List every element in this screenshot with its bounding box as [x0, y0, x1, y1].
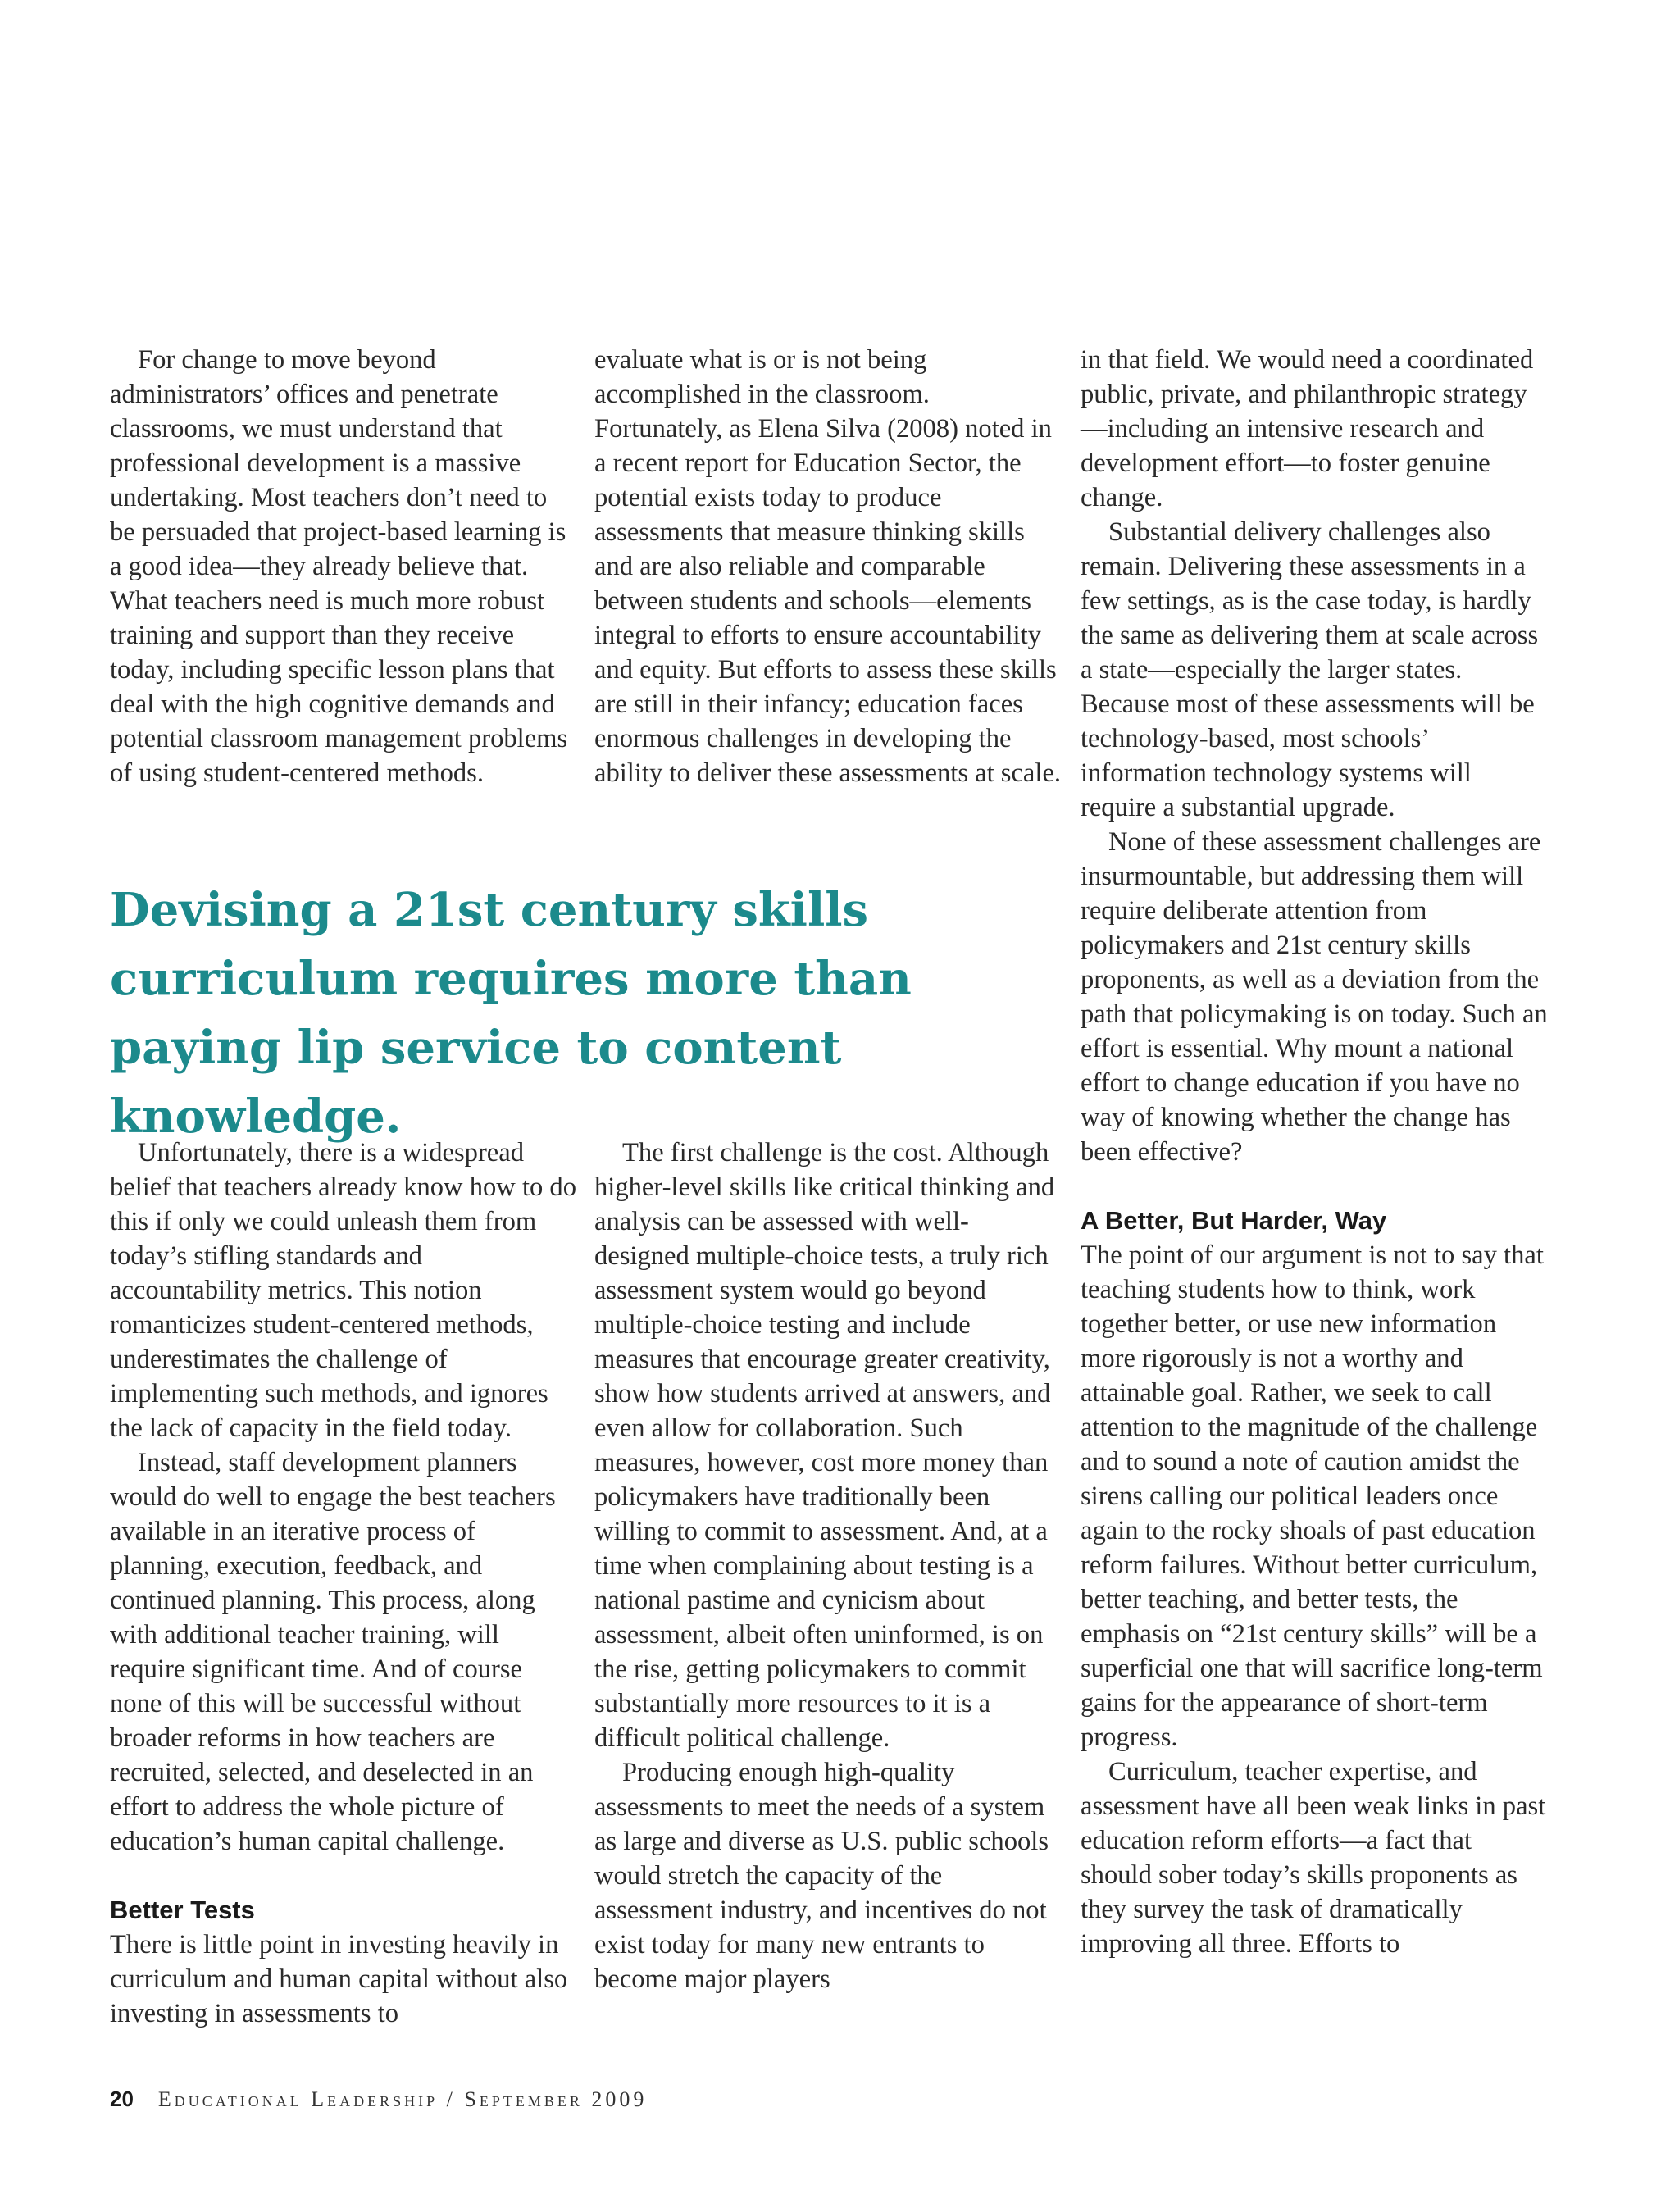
journal-issue: Educational Leadership / September 2009 [157, 2087, 648, 2111]
body-paragraph: There is little point in investing heavily in curriculum and human capital without also investing in assessments to [110, 1930, 568, 2028]
body-paragraph: Producing enough high-quality assessments to meet the needs of a system as large and diverse as U.S. public schools would stretch the capacity of the assessment industry, and incentives do not exist today for many new entrants to become major players [594, 1758, 1049, 1994]
section-heading: A Better, But Harder, Way [1081, 1206, 1387, 1235]
body-paragraph: Unfortunately, there is a widespread belief that teachers already know how to do this if only we could unleash them from today’s stifling standards and accountability metrics. This notion romanticizes student-centered methods, underestimates the challenge of implementing such methods, and ignores the lack of capacity in the field today. [110, 1138, 577, 1443]
body-paragraph: Instead, staff development planners would do well to engage the best teachers available in an iterative process of planning, execution, feedback, and continued planning. This process, along with additional teacher training, will require significant time. And of course none of this will be successful without broader reforms in how teachers are recruited, selected, and deselected in an effort to address the whole picture of education’s human capital challenge. [110, 1448, 556, 1856]
pull-quote: Devising a 21st century skills curriculum requires more than paying lip service to content knowledge. [110, 883, 912, 1144]
body-paragraph: evaluate what is or is not being accomplished in the classroom. Fortunately, as Elena Silva (2008) noted in a recent report for Education Sector, the potential exists today to produce assessments that measure thinking skills and are also reliable and comparable between students and schools—elements integral to efforts to ensure accountability and equity. But efforts to assess these skills are still in their infancy; education faces enormous challenges in developing the ability to deliver these assessments at scale. [594, 345, 1062, 788]
body-paragraph: Substantial delivery challenges also remain. Delivering these assessments in a few settings, as is the case today, is hardly the same as delivering them at scale across a state—especially the larger states. Because most of these assessments will be technology-based, most schools’ information technology systems will require a substantial upgrade. [1081, 517, 1539, 822]
body-paragraph: The first challenge is the cost. Although higher-level skills like critical thinking and analysis can be assessed with well-designed multiple-choice tests, a truly rich assessment system would go beyond multiple-choice testing and include measures that encourage greater creativity, show how students arrived at answers, and even allow for collaboration. Such measures, however, cost more money than policymakers have traditionally been willing to commit to assessment. And, at a time when complaining about testing is a national pastime and cynicism about assessment, albeit often uninformed, is on the rise, getting policymakers to commit substantially more resources to it is a difficult political challenge. [594, 1138, 1055, 1753]
section-heading: Better Tests [110, 1896, 255, 1924]
column-3 [1081, 343, 1549, 1961]
body-paragraph: The point of our argument is not to say that teaching students how to think, work together better, or use new information more rigorously is not a worthy and attainable goal. Rather, we seek to call attention to the magnitude of the challenge and to sound a note of caution amidst the sirens calling our political leaders once again to the rocky shoals of past education reform failures. Without better curriculum, better teaching, and better tests, the emphasis on “21st century skills” will be a superficial one that will sacrifice long-term gains for the appearance of short-term progress. [1081, 1240, 1544, 1752]
column-2-top [594, 343, 1063, 790]
body-paragraph: None of these assessment challenges are insurmountable, but addressing them will require deliberate attention from policymakers and 21st century skills proponents, as well as a deviation from the path that policymaking is on today. Such an effort is essential. Why mount a national effort to change education if you have no way of knowing whether the change has been effective? [1081, 827, 1548, 1167]
body-paragraph: Curriculum, teacher expertise, and assessment have all been weak links in past education reform efforts—a fact that should sober today’s skills proponents as they survey the task of dramatically improving all three. Efforts to [1081, 1757, 1546, 1959]
body-paragraph: For change to move beyond administrators’ offices and penetrate classrooms, we must understand that professional development is a massive undertaking. Most teachers don’t need to be persuaded that project-based learning is a good idea—they already believe that. What teachers need is much more robust training and support than they receive today, including specific lesson plans that deal with the high cognitive demands and potential classroom management problems of using student-centered methods. [110, 345, 568, 788]
page-number: 20 [110, 2087, 134, 2111]
column-1-bottom [110, 1136, 579, 2031]
column-1-top [110, 343, 579, 790]
column-2-bottom [594, 1136, 1063, 1996]
body-paragraph: in that field. We would need a coordinated public, private, and philanthropic strategy—including an intensive research and development effort—to foster genuine change. [1081, 345, 1534, 512]
page-footer [110, 2087, 647, 2119]
